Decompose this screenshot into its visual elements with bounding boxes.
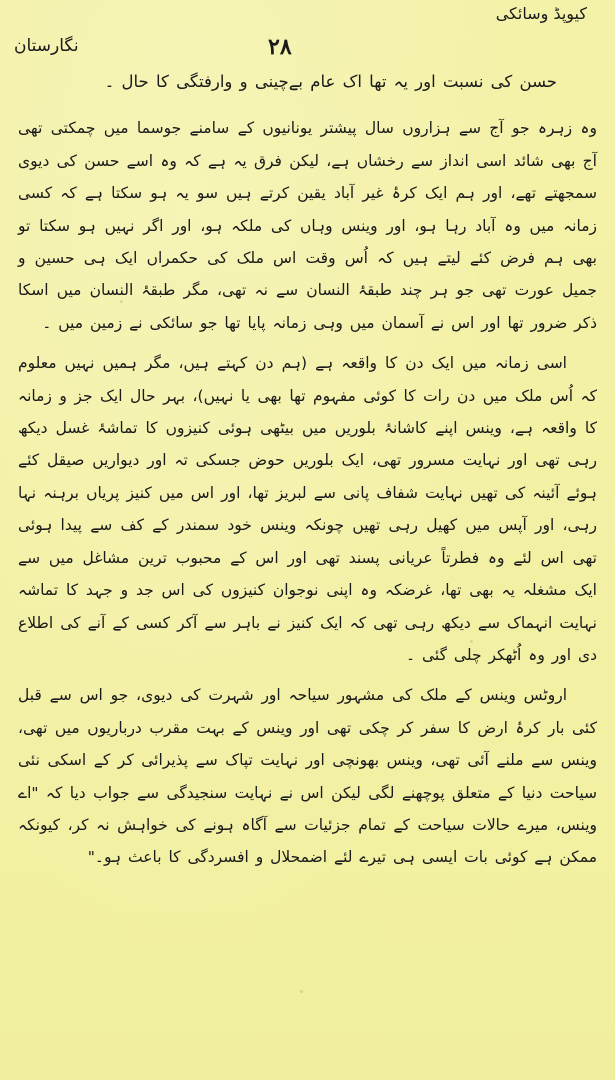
paragraph-arots-visit: اروٹس وینس کے ملک کی مشہور سیاحہ اور شہرت کی دیوی، جو اس سے قبل کئی بار کرۂ ارض کا سفر کر چکی تھی اور وینس کے بہت مقرب درباریوں میں تھی، وینس سے ملنے آئی تھی، وینس بھونچی اور نہایت تپاک سے پذیرائی کر کے اسکی نئی سیاحت دنیا کے متعلق پوچھنے لگی لیکن اس نے نہایت سنجیدگی سے جواب دیا کہ "اے وینس، میرے حالات سیاحت کے تمام جزئیات سے آگاہ ہونے کی خواہش نہ کر، کیونکہ ممکن ہے کوئی بات ایسی ہی تیرے لئے اضمحلال و افسردگی کا باعث ہو۔" [18, 686, 597, 867]
page-header [0, 0, 615, 70]
page-number: ۲۸ [268, 34, 292, 60]
paper-speck [470, 640, 473, 643]
running-title-right: کیوپڈ وسائکی [495, 4, 587, 23]
paper-speck [300, 990, 303, 993]
paragraph-venus-bath: اسی زمانہ میں ایک دن کا واقعہ ہے (ہم دن کہتے ہیں، مگر ہمیں نہیں معلوم کہ اُس ملک میں دن رات کا کوئی مفہوم تھا بھی یا نہیں)، بہر حال ایک جز و زمانہ کا واقعہ ہے، وینس اپنے کاشانۂ بلوریں میں بیٹھی ہوئی کنیزوں کا تماشۂ غسل دیکھ رہی تھی اور نہایت مسرور تھی، ایک بلوریں حوض جسکی تہ اور دیواریں صیقل کئے ہوئے آئینہ کی تھیں نہایت شفاف پانی سے لبریز تھا، اور اس میں کنیز پریاں برہنہ نہا رہی، اور آپس میں کھیل رہی تھیں چونکہ وینس خود سمندر کے کف سے پیدا ہوئی تھی اس لئے وہ فطرتاً عریانی پسند تھی اور اس کے محبوب ترین مشاغل میں سے ایک مشغلہ یہ بھی تھا، غرضکہ وہ اپنی نوجوان کنیزوں کی اس جد و جہد کا تماشہ نہایت انہماک سے دیکھ رہی تھی کہ ایک کنیز نے باہر سے آکر کسی کے آنے کی اطلاع دی اور وہ اُٹھکر چلی گئی ۔ [18, 354, 597, 664]
paper-speck [120, 300, 123, 303]
paragraph-opening-line: حسن کی نسبت اور یہ تھا اک عام بےچینی و وارفتگی کا حال ۔ [104, 72, 557, 91]
running-title-left: نگارستان [14, 36, 79, 56]
page-body [18, 66, 597, 882]
paragraph-zuhra: وہ زہرہ جو آج سے ہزاروں سال پیشتر یونانیوں کے سامنے جوسما میں چمکتی تھی آج بھی شائد اسی انداز سے رخشاں ہے، لیکن فرق یہ ہے کہ وہ اسے حسن کی دیوی سمجھتے تھے، اور ہم ایک کرۂ غیر آباد یقین کرتے ہیں سو یہ ہو سکتا ہے کہ کسی زمانہ میں وہ آباد رہا ہو، اور وینس وہاں کی ملکہ ہو، اور اگر نہیں ہو سکتا تو بھی ہم فرض کئے لیتے ہیں کہ اُس وقت اس ملک کی حکمراں ایک ہی حسین و جمیل عورت تھی جو ہر چند طبقۂ النسان سے نہ تھی، مگر طبقۂ النسان میں اسکا ذکر ضرور تھا اور اس نے آسمان میں وہی زمانہ پایا تھا جو سائکی نے زمین میں ۔ [18, 119, 597, 332]
